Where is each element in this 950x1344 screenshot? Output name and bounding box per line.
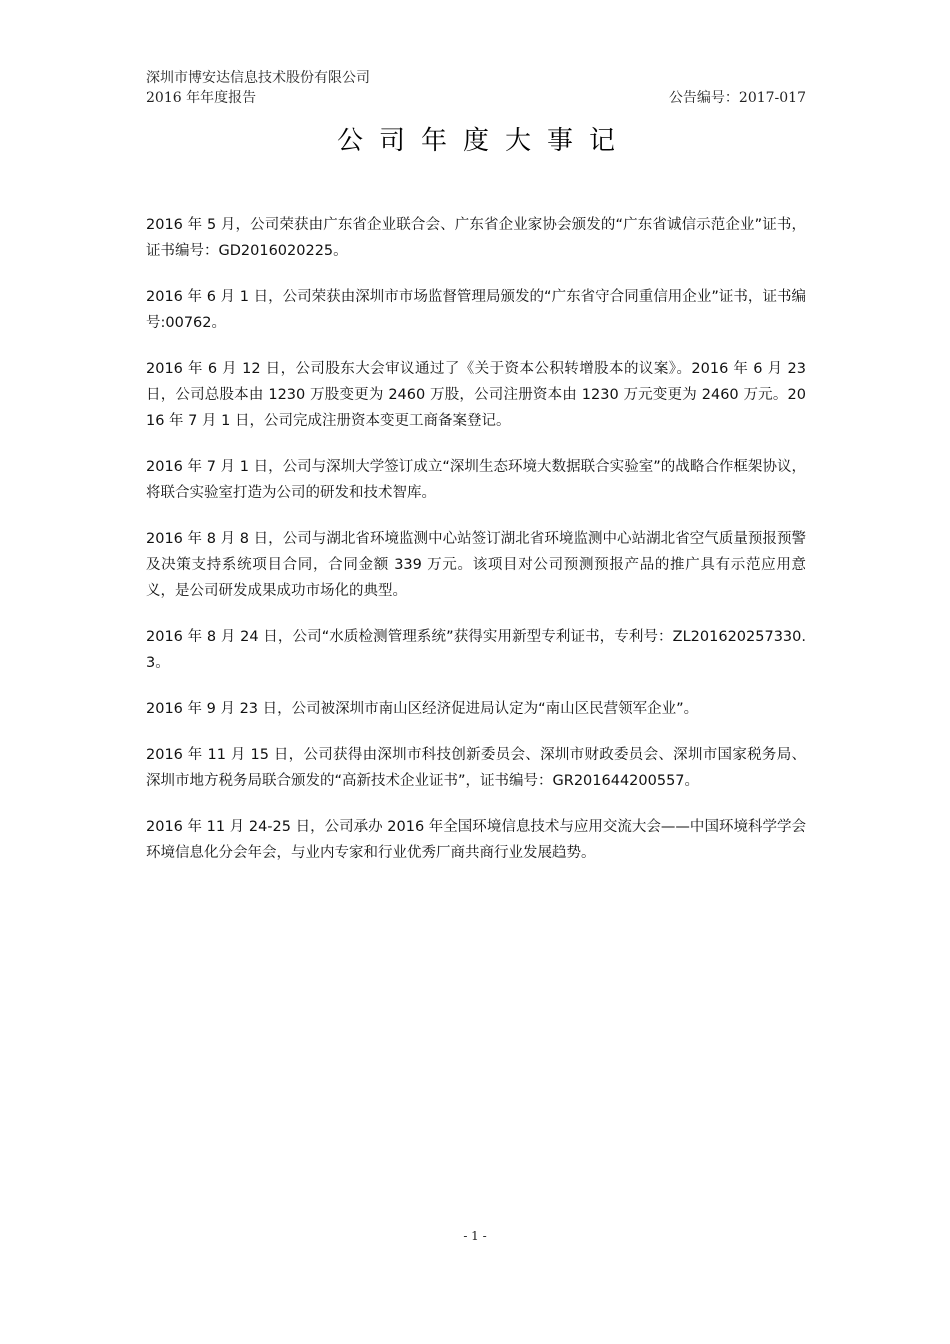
page-title: 公司年度大事记: [336, 126, 631, 156]
event-paragraph: 2016 年 11 月 24-25 日，公司承办 2016 年全国环境信息技术与应用交流大会——中国环境科学学会环境信息化分会年会，与业内专家和行业优秀厂商共商行业发展趋势。: [146, 819, 806, 861]
page-number: - 1 -: [463, 1229, 487, 1243]
event-paragraph: 2016 年 8 月 8 日，公司与湖北省环境监测中心站签订湖北省环境监测中心站湖北省空气质量预报预警及决策支持系统项目合同，合同金额 339 万元。该项目对公司预测预报产品的推广具有示范应用意义，是公司研发成果成功市场化的典型。: [146, 531, 806, 599]
header-row: [146, 88, 806, 108]
report-name: 2016 年年度报告: [146, 90, 257, 106]
company-name: 深圳市博安达信息技术股份有限公司: [146, 70, 370, 86]
notice-number: 公告编号：2017-017: [668, 90, 806, 106]
event-paragraph: 2016 年 5 月，公司荣获由广东省企业联合会、广东省企业家协会颁发的“广东省诚信示范企业”证书，证书编号：GD2016020225。: [146, 217, 806, 259]
events-list: [146, 212, 806, 886]
event-paragraph: 2016 年 7 月 1 日，公司与深圳大学签订成立“深圳生态环境大数据联合实验室”的战略合作框架协议，将联合实验室打造为公司的研发和技术智库。: [146, 459, 806, 501]
page-header: [146, 68, 806, 108]
event-paragraph: 2016 年 6 月 12 日，公司股东大会审议通过了《关于资本公积转增股本的议案》。2016 年 6 月 23 日，公司总股本由 1230 万股变更为 2460 万股，公司注册资本由 1230 万元变更为 2460 万元。2016 年 7 月 1 日，公司完成注册资本变更工商备案登记。: [146, 361, 806, 429]
event-paragraph: 2016 年 11 月 15 日，公司获得由深圳市科技创新委员会、深圳市财政委员会、深圳市国家税务局、深圳市地方税务局联合颁发的“高新技术企业证书”，证书编号：GR201644200557。: [146, 747, 806, 789]
event-paragraph: 2016 年 8 月 24 日，公司“水质检测管理系统”获得实用新型专利证书，专利号：ZL201620257330.3。: [146, 629, 806, 671]
event-paragraph: 2016 年 6 月 1 日，公司荣获由深圳市市场监督管理局颁发的“广东省守合同重信用企业”证书，证书编号:00762。: [146, 289, 806, 331]
event-paragraph: 2016 年 9 月 23 日，公司被深圳市南山区经济促进局认定为“南山区民营领军企业”。: [146, 701, 699, 717]
